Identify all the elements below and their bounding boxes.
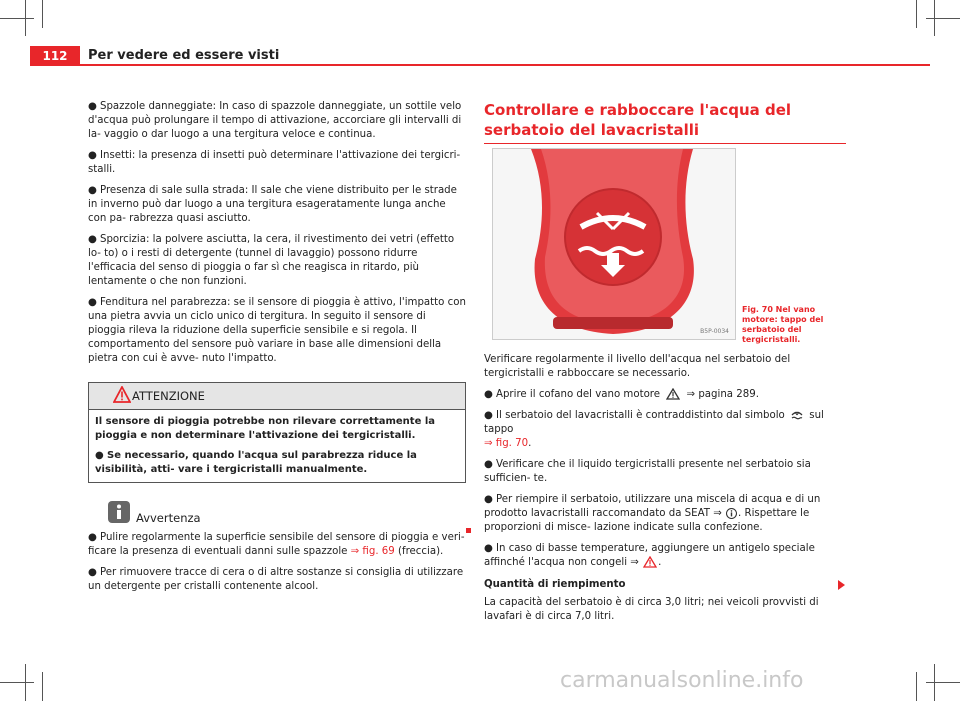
bullet-dot: ● xyxy=(484,410,493,421)
header-rule xyxy=(80,64,930,66)
bullet-dot: ● xyxy=(95,450,104,461)
intro-paragraph: Verificare regolarmente il livello dell'acqua nel serbatoio del tergicristalli e rabboccare se necessario. xyxy=(484,354,791,379)
crop-mark xyxy=(25,664,26,701)
list-item: ● In caso di basse temperature, aggiungere un antigelo speciale affinché l'acqua non congeli ⇒ . xyxy=(484,543,815,568)
washer-symbol-icon xyxy=(790,409,804,421)
crop-mark xyxy=(0,682,34,683)
bullet-dot: ● xyxy=(88,185,97,196)
list-item: ● Spazzole danneggiate: In caso di spazzole danneggiate, un sottile velo d'acqua può prolungare il tempo di attivazione, accorciare gli intervalli di la- vaggio o dar luogo a una tergitura veloce e continua. xyxy=(88,101,462,140)
crop-mark xyxy=(42,672,43,701)
list-item: ● Verificare che il liquido tergicristalli presente nel serbatoio sia sufficien- te. xyxy=(484,459,811,484)
continue-arrow-icon xyxy=(838,580,845,590)
figure-link[interactable]: ⇒ fig. 70 xyxy=(484,438,529,449)
info-circle-icon[interactable] xyxy=(726,508,737,519)
crop-mark xyxy=(916,0,917,28)
bullet-dot: ● xyxy=(484,459,493,470)
warning-triangle-icon[interactable] xyxy=(643,556,657,568)
bullet-dot: ● xyxy=(88,297,97,308)
warning-body xyxy=(89,410,465,482)
crop-mark xyxy=(934,0,935,36)
crop-mark xyxy=(42,0,43,28)
section-title: Controllare e rabboccare l'acqua del serbatoio del lavacristalli xyxy=(484,101,792,139)
bullet-dot: ● xyxy=(88,532,97,543)
capacity-paragraph: La capacità del serbatoio è di circa 3,0 litri; nei veicoli provvisti di lavafari è di circa 7,0 litri. xyxy=(484,597,819,622)
left-column xyxy=(88,100,466,601)
list-item: ● Il serbatoio del lavacristalli è contraddistinto dal simbolo sul tappo ⇒ fig. 70. xyxy=(484,410,824,449)
crop-mark xyxy=(926,18,960,19)
chapter-title: Per vedere ed essere visti xyxy=(88,48,280,63)
section-rule xyxy=(484,143,846,144)
note-header xyxy=(88,501,466,527)
figure-code: B5P-0034 xyxy=(700,328,729,335)
figure-link[interactable]: ⇒ fig. 69 xyxy=(350,546,395,557)
warning-triangle-icon xyxy=(666,388,680,400)
crop-mark xyxy=(916,672,917,701)
warning-header xyxy=(89,383,465,410)
watermark: carmanualsonline.info xyxy=(560,668,804,693)
figure-washer-cap xyxy=(492,148,736,340)
warning-title: ATTENZIONE xyxy=(132,389,205,403)
crop-mark xyxy=(934,664,935,701)
crop-mark xyxy=(25,0,26,36)
list-item: ● Pulire regolarmente la superficie sensibile del sensore di pioggia e veri- ficare la presenza di eventuali danni sulle spazzole ⇒ fig. 69 (freccia). xyxy=(88,532,465,557)
bullet-dot: ● xyxy=(88,567,97,578)
bullet-dot: ● xyxy=(88,150,97,161)
note-title: Avvertenza xyxy=(136,511,201,525)
bullet-dot: ● xyxy=(484,494,493,505)
list-item: ● Per riempire il serbatoio, utilizzare una miscela di acqua e di un prodotto lavacristalli raccomandato da SEAT ⇒ . Rispettare le proporzioni di misce- lazione indicate sulla confezione. xyxy=(484,494,821,533)
bullet-dot: ● xyxy=(484,543,493,554)
page-number: 112 xyxy=(30,46,80,66)
page-header xyxy=(30,46,930,66)
washer-cap-illustration xyxy=(493,149,735,339)
warning-bullet: ● Se necessario, quando l'acqua sul parabrezza riduce la visibilità, atti- vare i tergicristalli manualmente. xyxy=(95,450,417,475)
end-marker xyxy=(466,528,471,533)
list-item: ● Fenditura nel parabrezza: se il sensore di pioggia è attivo, l'impatto con una pietra avvia un ciclo unico di tergitura. In seguito il sensore di pioggia rileva la riduzione della superficie sensibile e si regola. Il comportamento del sensore può variare in base alle dimensioni della pietra con cui è avve- nuto l'impatto. xyxy=(88,297,466,364)
right-column-text xyxy=(484,353,846,631)
warning-text: Il sensore di pioggia potrebbe non rilevare correttamente la pioggia e non determinare l'attivazione dei tergicristalli. xyxy=(95,416,436,441)
list-item: ● Presenza di sale sulla strada: Il sale che viene distribuito per le strade in inverno può dar luogo a una tergitura esageratamente lunga anche con pa- rabrezza quasi asciutto. xyxy=(88,185,457,224)
list-item: ● Per rimuovere tracce di cera o di altre sostanze si consiglia di utilizzare un detergente per cristalli contenente alcool. xyxy=(88,567,464,592)
list-item: ● Insetti: la presenza di insetti può determinare l'attivazione dei tergicri- stalli. xyxy=(88,150,461,175)
info-note-icon xyxy=(108,501,130,523)
figure-caption: Fig. 70 Nel vano motore: tappo del serbatoio del tergicristalli. xyxy=(742,305,824,344)
bullet-dot: ● xyxy=(484,389,493,400)
warning-box xyxy=(88,382,466,483)
bullet-dot: ● xyxy=(88,234,97,245)
crop-mark xyxy=(0,18,34,19)
subheading: Quantità di riempimento xyxy=(484,579,626,590)
list-item: ● Sporcizia: la polvere asciutta, la cera, il rivestimento dei vetri (effetto lo- to) o i resti di detergente (tunnel di lavaggio) possono ridurre l'efficacia del senso di pioggia o far sì che reagisca in ritardo, più lentamente o che non funzioni. xyxy=(88,234,455,287)
right-column-heading xyxy=(484,100,846,144)
list-item: ● Aprire il cofano del vano motore ⇒ pagina 289. xyxy=(484,389,759,400)
warning-triangle-icon xyxy=(113,386,131,403)
bullet-dot: ● xyxy=(88,101,97,112)
crop-mark xyxy=(926,682,960,683)
